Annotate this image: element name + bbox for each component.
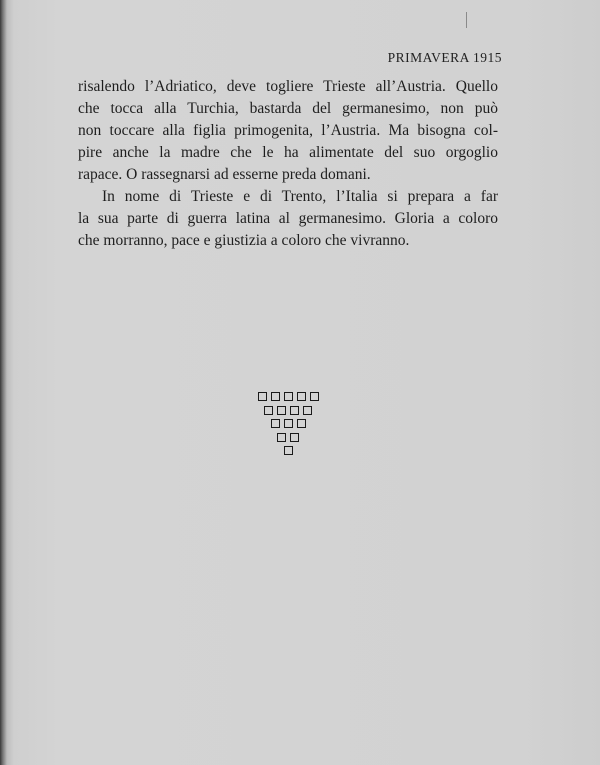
ornament-square xyxy=(290,406,299,415)
ornament-square xyxy=(303,406,312,415)
ornament-square xyxy=(284,392,293,401)
body-text xyxy=(78,76,498,252)
text-line: In nome di Trieste e di Trento, l’Italia si prepara a far xyxy=(102,188,498,205)
running-head: PRIMAVERA 1915 xyxy=(387,50,502,65)
ornament-row xyxy=(252,406,324,420)
ornament-square xyxy=(264,406,273,415)
text-line: risalendo l’Adriatico, deve togliere Trieste all’Austria. Quello xyxy=(78,78,498,95)
ornament-square xyxy=(271,392,280,401)
ornament-square xyxy=(271,419,280,428)
ornament-square xyxy=(297,392,306,401)
text-line: la sua parte di guerra latina al germanesimo. Gloria a coloro xyxy=(78,210,498,227)
ornament-square xyxy=(258,392,267,401)
ornament-row xyxy=(252,419,324,433)
text-line: non toccare alla figlia primogenita, l’Austria. Ma bisogna col- xyxy=(78,122,498,139)
text-line: che tocca alla Turchia, bastarda del germanesimo, non può xyxy=(78,100,498,117)
text-line: che morranno, pace e giustizia a coloro che vivranno. xyxy=(78,232,410,249)
ornament-square xyxy=(277,406,286,415)
ornament-square xyxy=(284,419,293,428)
paper-scratch xyxy=(466,12,467,28)
ornament-row xyxy=(252,392,324,406)
ornament-square xyxy=(290,433,299,442)
ornament-square xyxy=(284,446,293,455)
text-line: rapace. O rassegnarsi ad esserne preda domani. xyxy=(78,166,371,183)
ornament-square xyxy=(297,419,306,428)
ornament-row xyxy=(252,433,324,447)
text-line: pire anche la madre che le ha alimentate del suo orgoglio xyxy=(78,144,498,161)
ornament-row xyxy=(252,446,324,460)
ornament-square xyxy=(310,392,319,401)
ornament-square xyxy=(277,433,286,442)
tailpiece-ornament xyxy=(252,392,324,460)
